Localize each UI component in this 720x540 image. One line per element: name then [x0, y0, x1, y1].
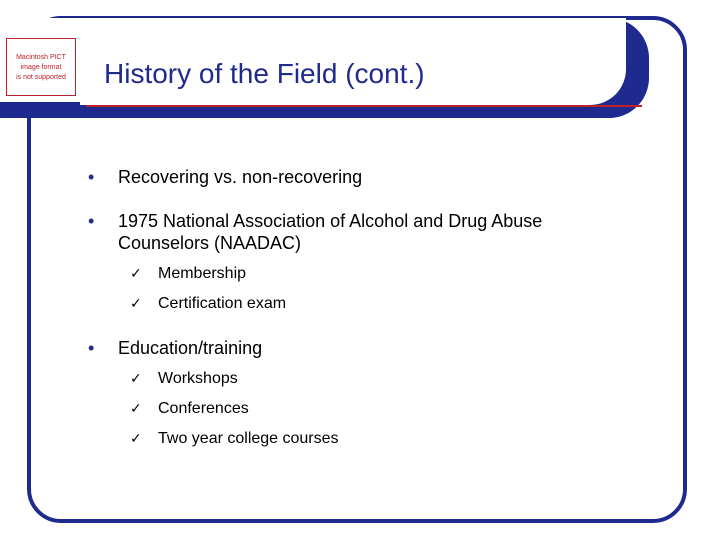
bullet-text: 1975 National Association of Alcohol and Drug Abuse Counselors (NAADAC): [118, 211, 543, 253]
sub-item-text: Membership: [158, 265, 247, 282]
checkmark-icon: ✓: [130, 401, 142, 417]
sub-item-text: Conferences: [158, 400, 249, 417]
checkmark-icon: ✓: [130, 266, 142, 282]
logo: [0, 18, 80, 102]
logo-placeholder: [6, 38, 76, 96]
sub-item-text: Workshops: [158, 370, 238, 387]
sub-item-text: Two year college courses: [158, 430, 339, 447]
bullet-icon: •: [88, 338, 95, 358]
title-underline: [86, 105, 642, 107]
bullet-icon: •: [88, 167, 95, 187]
bullet-text: Education/training: [118, 338, 263, 358]
logo-line-2: image format: [20, 64, 62, 71]
checkmark-icon: ✓: [130, 371, 142, 387]
sub-item-text: Certification exam: [158, 295, 287, 312]
checkmark-icon: ✓: [130, 431, 142, 447]
checkmark-icon: ✓: [130, 296, 142, 312]
logo-line-3: is not supported: [16, 74, 66, 81]
bullet-text: Recovering vs. non-recovering: [118, 167, 363, 187]
bullet-icon: •: [88, 211, 95, 231]
logo-line-1: Macintosh PICT: [16, 54, 66, 61]
slide-title: History of the Field (cont.): [104, 58, 425, 89]
